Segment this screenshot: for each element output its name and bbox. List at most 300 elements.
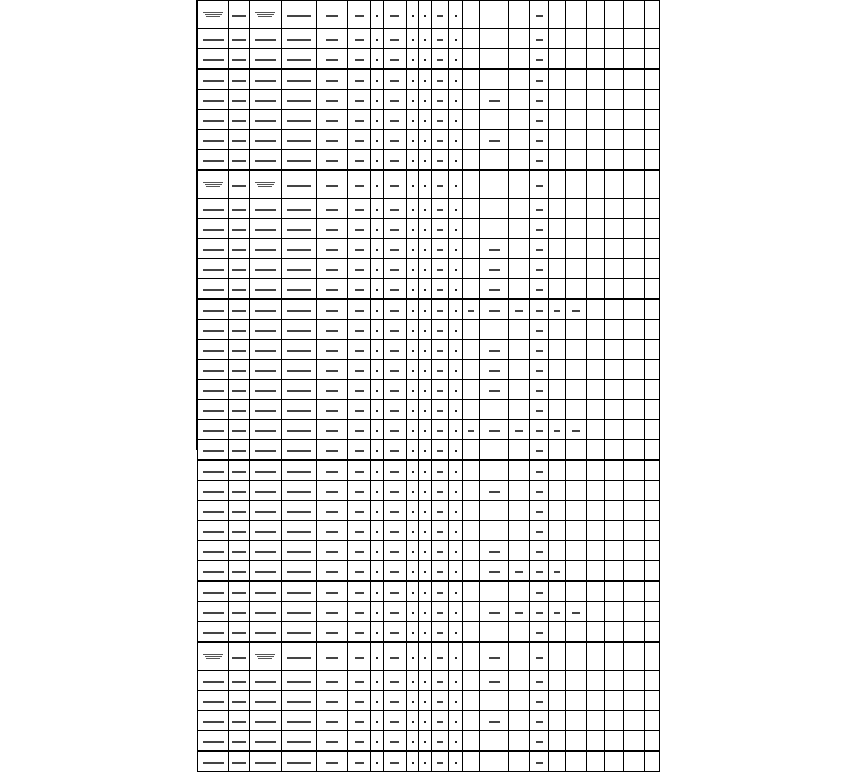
- table-cell[interactable]: [281, 150, 317, 171]
- table-cell[interactable]: [586, 130, 605, 150]
- table-cell[interactable]: [480, 199, 509, 219]
- table-cell[interactable]: [317, 671, 348, 691]
- table-cell[interactable]: [448, 581, 463, 602]
- table-cell[interactable]: [645, 731, 660, 752]
- table-cell[interactable]: [624, 90, 645, 110]
- table-cell[interactable]: [229, 299, 250, 320]
- table-cell[interactable]: [198, 622, 229, 643]
- table-cell[interactable]: [463, 29, 480, 49]
- table-cell[interactable]: [645, 49, 660, 70]
- table-cell[interactable]: [406, 602, 419, 622]
- table-cell[interactable]: [432, 199, 449, 219]
- table-cell[interactable]: [605, 170, 624, 199]
- table-cell[interactable]: [624, 602, 645, 622]
- table-cell[interactable]: [281, 691, 317, 711]
- table-cell[interactable]: [463, 239, 480, 259]
- table-cell[interactable]: [624, 541, 645, 561]
- table-cell[interactable]: [530, 279, 549, 300]
- table-cell[interactable]: [605, 400, 624, 420]
- table-cell[interactable]: [419, 731, 432, 752]
- table-cell[interactable]: [509, 90, 530, 110]
- table-cell[interactable]: [448, 90, 463, 110]
- table-cell[interactable]: [348, 299, 371, 320]
- table-cell[interactable]: [371, 299, 384, 320]
- table-cell[interactable]: [419, 259, 432, 279]
- table-cell[interactable]: [406, 320, 419, 340]
- table-cell[interactable]: [371, 360, 384, 380]
- table-cell[interactable]: [448, 541, 463, 561]
- table-cell[interactable]: [348, 360, 371, 380]
- table-cell[interactable]: [480, 541, 509, 561]
- table-cell[interactable]: [480, 460, 509, 481]
- table-cell[interactable]: [432, 29, 449, 49]
- table-cell[interactable]: [509, 259, 530, 279]
- table-cell[interactable]: [463, 69, 480, 90]
- table-cell[interactable]: [480, 400, 509, 420]
- table-cell[interactable]: [371, 170, 384, 199]
- table-cell[interactable]: [586, 340, 605, 360]
- table-cell[interactable]: [549, 170, 566, 199]
- table-cell[interactable]: [198, 219, 229, 239]
- table-cell[interactable]: [586, 110, 605, 130]
- table-cell[interactable]: [448, 602, 463, 622]
- table-cell[interactable]: [605, 320, 624, 340]
- table-cell[interactable]: [406, 1, 419, 29]
- table-cell[interactable]: [448, 460, 463, 481]
- table-cell[interactable]: [463, 481, 480, 501]
- table-cell[interactable]: [624, 460, 645, 481]
- table-cell[interactable]: [406, 541, 419, 561]
- table-cell[interactable]: [463, 731, 480, 752]
- table-cell[interactable]: [530, 400, 549, 420]
- table-cell[interactable]: [463, 130, 480, 150]
- table-cell[interactable]: [348, 602, 371, 622]
- table-cell[interactable]: [530, 581, 549, 602]
- table-cell[interactable]: [565, 239, 586, 259]
- table-cell[interactable]: [229, 239, 250, 259]
- table-cell[interactable]: [605, 541, 624, 561]
- table-cell[interactable]: [229, 561, 250, 582]
- table-cell[interactable]: [348, 541, 371, 561]
- table-cell[interactable]: [463, 541, 480, 561]
- table-cell[interactable]: [645, 541, 660, 561]
- table-cell[interactable]: [229, 219, 250, 239]
- table-cell[interactable]: [317, 259, 348, 279]
- table-cell[interactable]: [371, 561, 384, 582]
- table-cell[interactable]: [371, 731, 384, 752]
- table-cell[interactable]: [565, 1, 586, 29]
- table-cell[interactable]: [229, 541, 250, 561]
- table-cell[interactable]: [586, 642, 605, 671]
- table-cell[interactable]: [645, 360, 660, 380]
- table-cell[interactable]: [605, 420, 624, 440]
- table-cell[interactable]: [549, 1, 566, 29]
- table-cell[interactable]: [229, 581, 250, 602]
- table-cell[interactable]: [448, 320, 463, 340]
- table-cell[interactable]: [586, 501, 605, 521]
- table-cell[interactable]: [605, 460, 624, 481]
- table-cell[interactable]: [229, 150, 250, 171]
- table-cell[interactable]: [432, 170, 449, 199]
- table-cell[interactable]: [348, 380, 371, 400]
- table-cell[interactable]: [480, 259, 509, 279]
- table-cell[interactable]: [549, 150, 566, 171]
- table-cell[interactable]: [480, 561, 509, 582]
- table-cell[interactable]: [480, 521, 509, 541]
- table-cell[interactable]: [645, 170, 660, 199]
- table-cell[interactable]: [549, 219, 566, 239]
- table-cell[interactable]: [383, 501, 406, 521]
- table-cell[interactable]: [530, 521, 549, 541]
- table-cell[interactable]: [383, 521, 406, 541]
- table-cell[interactable]: [645, 219, 660, 239]
- table-cell[interactable]: [509, 460, 530, 481]
- table-cell[interactable]: [250, 400, 281, 420]
- table-cell[interactable]: [549, 199, 566, 219]
- table-cell[interactable]: [530, 561, 549, 582]
- table-cell[interactable]: [348, 671, 371, 691]
- table-cell[interactable]: [463, 751, 480, 772]
- table-cell[interactable]: [198, 199, 229, 219]
- table-cell[interactable]: [371, 219, 384, 239]
- table-cell[interactable]: [406, 259, 419, 279]
- table-cell[interactable]: [348, 1, 371, 29]
- table-cell[interactable]: [586, 239, 605, 259]
- table-cell[interactable]: [645, 299, 660, 320]
- table-cell[interactable]: [406, 219, 419, 239]
- table-cell[interactable]: [281, 320, 317, 340]
- table-cell[interactable]: [549, 561, 566, 582]
- table-cell[interactable]: [317, 642, 348, 671]
- table-cell[interactable]: [419, 541, 432, 561]
- table-cell[interactable]: [250, 622, 281, 643]
- table-cell[interactable]: [624, 622, 645, 643]
- table-cell[interactable]: [198, 751, 229, 772]
- table-cell[interactable]: [250, 642, 281, 671]
- table-cell[interactable]: [645, 400, 660, 420]
- table-cell[interactable]: [281, 259, 317, 279]
- table-cell[interactable]: [624, 279, 645, 300]
- table-cell[interactable]: [549, 420, 566, 440]
- table-cell[interactable]: [281, 622, 317, 643]
- table-cell[interactable]: [448, 170, 463, 199]
- table-cell[interactable]: [383, 259, 406, 279]
- table-cell[interactable]: [198, 561, 229, 582]
- table-cell[interactable]: [586, 751, 605, 772]
- table-cell[interactable]: [371, 691, 384, 711]
- table-cell[interactable]: [565, 731, 586, 752]
- table-cell[interactable]: [383, 170, 406, 199]
- table-cell[interactable]: [432, 150, 449, 171]
- table-cell[interactable]: [250, 199, 281, 219]
- table-cell[interactable]: [530, 299, 549, 320]
- table-cell[interactable]: [250, 751, 281, 772]
- table-cell[interactable]: [383, 150, 406, 171]
- table-cell[interactable]: [406, 69, 419, 90]
- table-cell[interactable]: [448, 711, 463, 731]
- table-cell[interactable]: [624, 199, 645, 219]
- table-cell[interactable]: [463, 360, 480, 380]
- table-cell[interactable]: [586, 622, 605, 643]
- table-cell[interactable]: [419, 279, 432, 300]
- table-cell[interactable]: [530, 29, 549, 49]
- table-cell[interactable]: [463, 521, 480, 541]
- table-cell[interactable]: [605, 561, 624, 582]
- table-cell[interactable]: [317, 711, 348, 731]
- table-cell[interactable]: [406, 731, 419, 752]
- table-cell[interactable]: [605, 642, 624, 671]
- table-cell[interactable]: [419, 622, 432, 643]
- table-cell[interactable]: [586, 711, 605, 731]
- table-cell[interactable]: [317, 170, 348, 199]
- table-cell[interactable]: [463, 279, 480, 300]
- table-cell[interactable]: [448, 481, 463, 501]
- table-cell[interactable]: [605, 581, 624, 602]
- table-cell[interactable]: [509, 340, 530, 360]
- table-cell[interactable]: [565, 199, 586, 219]
- table-cell[interactable]: [463, 1, 480, 29]
- table-cell[interactable]: [348, 501, 371, 521]
- table-cell[interactable]: [586, 541, 605, 561]
- table-cell[interactable]: [448, 501, 463, 521]
- table-cell[interactable]: [480, 642, 509, 671]
- table-cell[interactable]: [530, 380, 549, 400]
- table-cell[interactable]: [480, 1, 509, 29]
- table-cell[interactable]: [317, 279, 348, 300]
- table-cell[interactable]: [419, 671, 432, 691]
- table-cell[interactable]: [480, 239, 509, 259]
- table-cell[interactable]: [383, 460, 406, 481]
- table-cell[interactable]: [250, 711, 281, 731]
- table-cell[interactable]: [605, 671, 624, 691]
- table-cell[interactable]: [419, 29, 432, 49]
- table-cell[interactable]: [198, 521, 229, 541]
- table-cell[interactable]: [317, 49, 348, 70]
- table-cell[interactable]: [419, 380, 432, 400]
- table-cell[interactable]: [624, 711, 645, 731]
- table-cell[interactable]: [448, 299, 463, 320]
- table-cell[interactable]: [371, 150, 384, 171]
- table-cell[interactable]: [586, 481, 605, 501]
- table-cell[interactable]: [565, 279, 586, 300]
- table-cell[interactable]: [549, 29, 566, 49]
- table-cell[interactable]: [463, 90, 480, 110]
- table-cell[interactable]: [419, 90, 432, 110]
- table-cell[interactable]: [383, 481, 406, 501]
- table-cell[interactable]: [565, 581, 586, 602]
- table-cell[interactable]: [317, 501, 348, 521]
- table-cell[interactable]: [624, 481, 645, 501]
- table-cell[interactable]: [432, 69, 449, 90]
- table-cell[interactable]: [198, 69, 229, 90]
- table-cell[interactable]: [432, 340, 449, 360]
- table-cell[interactable]: [645, 239, 660, 259]
- table-cell[interactable]: [229, 460, 250, 481]
- table-cell[interactable]: [383, 320, 406, 340]
- table-cell[interactable]: [645, 711, 660, 731]
- table-cell[interactable]: [586, 1, 605, 29]
- table-cell[interactable]: [317, 400, 348, 420]
- table-cell[interactable]: [317, 1, 348, 29]
- table-cell[interactable]: [549, 380, 566, 400]
- table-cell[interactable]: [371, 380, 384, 400]
- table-cell[interactable]: [229, 731, 250, 752]
- table-cell[interactable]: [317, 460, 348, 481]
- table-cell[interactable]: [250, 340, 281, 360]
- table-cell[interactable]: [198, 90, 229, 110]
- table-cell[interactable]: [509, 751, 530, 772]
- table-cell[interactable]: [317, 130, 348, 150]
- table-cell[interactable]: [480, 581, 509, 602]
- table-cell[interactable]: [605, 521, 624, 541]
- table-cell[interactable]: [229, 711, 250, 731]
- table-cell[interactable]: [383, 239, 406, 259]
- table-cell[interactable]: [432, 1, 449, 29]
- table-cell[interactable]: [448, 751, 463, 772]
- table-cell[interactable]: [198, 460, 229, 481]
- table-cell[interactable]: [509, 69, 530, 90]
- table-cell[interactable]: [406, 400, 419, 420]
- table-cell[interactable]: [463, 561, 480, 582]
- table-cell[interactable]: [586, 360, 605, 380]
- table-cell[interactable]: [432, 751, 449, 772]
- table-cell[interactable]: [371, 199, 384, 219]
- table-cell[interactable]: [383, 642, 406, 671]
- table-cell[interactable]: [565, 69, 586, 90]
- table-cell[interactable]: [229, 259, 250, 279]
- table-cell[interactable]: [419, 521, 432, 541]
- table-cell[interactable]: [281, 731, 317, 752]
- table-cell[interactable]: [586, 602, 605, 622]
- table-cell[interactable]: [565, 340, 586, 360]
- table-cell[interactable]: [565, 90, 586, 110]
- table-cell[interactable]: [250, 29, 281, 49]
- table-cell[interactable]: [317, 541, 348, 561]
- table-cell[interactable]: [229, 69, 250, 90]
- table-cell[interactable]: [624, 299, 645, 320]
- table-cell[interactable]: [480, 671, 509, 691]
- table-cell[interactable]: [406, 90, 419, 110]
- table-cell[interactable]: [509, 501, 530, 521]
- table-cell[interactable]: [198, 340, 229, 360]
- table-cell[interactable]: [432, 581, 449, 602]
- table-cell[interactable]: [281, 110, 317, 130]
- table-cell[interactable]: [645, 691, 660, 711]
- table-cell[interactable]: [229, 199, 250, 219]
- table-cell[interactable]: [624, 320, 645, 340]
- table-cell[interactable]: [383, 279, 406, 300]
- table-cell[interactable]: [530, 199, 549, 219]
- table-cell[interactable]: [624, 360, 645, 380]
- table-cell[interactable]: [624, 751, 645, 772]
- table-cell[interactable]: [549, 320, 566, 340]
- table-cell[interactable]: [586, 29, 605, 49]
- table-cell[interactable]: [432, 642, 449, 671]
- table-cell[interactable]: [383, 751, 406, 772]
- table-cell[interactable]: [406, 711, 419, 731]
- table-cell[interactable]: [317, 239, 348, 259]
- table-cell[interactable]: [565, 150, 586, 171]
- table-cell[interactable]: [549, 711, 566, 731]
- table-cell[interactable]: [448, 199, 463, 219]
- table-cell[interactable]: [480, 320, 509, 340]
- table-cell[interactable]: [509, 541, 530, 561]
- table-cell[interactable]: [432, 711, 449, 731]
- table-cell[interactable]: [586, 259, 605, 279]
- table-cell[interactable]: [448, 259, 463, 279]
- table-cell[interactable]: [463, 602, 480, 622]
- table-cell[interactable]: [509, 170, 530, 199]
- table-cell[interactable]: [250, 239, 281, 259]
- table-cell[interactable]: [549, 460, 566, 481]
- table-cell[interactable]: [383, 299, 406, 320]
- table-cell[interactable]: [348, 581, 371, 602]
- table-cell[interactable]: [198, 731, 229, 752]
- table-cell[interactable]: [549, 110, 566, 130]
- table-cell[interactable]: [645, 110, 660, 130]
- table-cell[interactable]: [605, 340, 624, 360]
- table-cell[interactable]: [480, 219, 509, 239]
- table-cell[interactable]: [229, 420, 250, 440]
- table-cell[interactable]: [419, 320, 432, 340]
- table-cell[interactable]: [317, 219, 348, 239]
- table-cell[interactable]: [448, 279, 463, 300]
- table-cell[interactable]: [317, 731, 348, 752]
- table-cell[interactable]: [281, 279, 317, 300]
- table-cell[interactable]: [463, 150, 480, 171]
- table-cell[interactable]: [250, 299, 281, 320]
- table-cell[interactable]: [348, 199, 371, 219]
- table-cell[interactable]: [530, 420, 549, 440]
- table-cell[interactable]: [383, 69, 406, 90]
- table-cell[interactable]: [448, 521, 463, 541]
- table-cell[interactable]: [605, 1, 624, 29]
- table-cell[interactable]: [565, 691, 586, 711]
- table-cell[interactable]: [530, 501, 549, 521]
- table-cell[interactable]: [383, 360, 406, 380]
- table-cell[interactable]: [432, 671, 449, 691]
- table-cell[interactable]: [198, 1, 229, 29]
- table-cell[interactable]: [419, 581, 432, 602]
- table-cell[interactable]: [250, 219, 281, 239]
- table-cell[interactable]: [565, 642, 586, 671]
- table-cell[interactable]: [605, 711, 624, 731]
- table-cell[interactable]: [250, 259, 281, 279]
- table-cell[interactable]: [406, 239, 419, 259]
- table-cell[interactable]: [348, 521, 371, 541]
- table-cell[interactable]: [348, 239, 371, 259]
- table-cell[interactable]: [281, 69, 317, 90]
- table-cell[interactable]: [586, 170, 605, 199]
- table-cell[interactable]: [281, 130, 317, 150]
- table-cell[interactable]: [281, 360, 317, 380]
- table-cell[interactable]: [586, 380, 605, 400]
- table-cell[interactable]: [530, 340, 549, 360]
- table-cell[interactable]: [250, 130, 281, 150]
- table-cell[interactable]: [406, 279, 419, 300]
- table-cell[interactable]: [198, 130, 229, 150]
- table-cell[interactable]: [509, 320, 530, 340]
- table-cell[interactable]: [463, 501, 480, 521]
- table-cell[interactable]: [530, 602, 549, 622]
- table-cell[interactable]: [229, 320, 250, 340]
- table-cell[interactable]: [406, 691, 419, 711]
- table-cell[interactable]: [348, 170, 371, 199]
- table-cell[interactable]: [419, 481, 432, 501]
- table-cell[interactable]: [371, 541, 384, 561]
- table-cell[interactable]: [645, 279, 660, 300]
- table-cell[interactable]: [624, 642, 645, 671]
